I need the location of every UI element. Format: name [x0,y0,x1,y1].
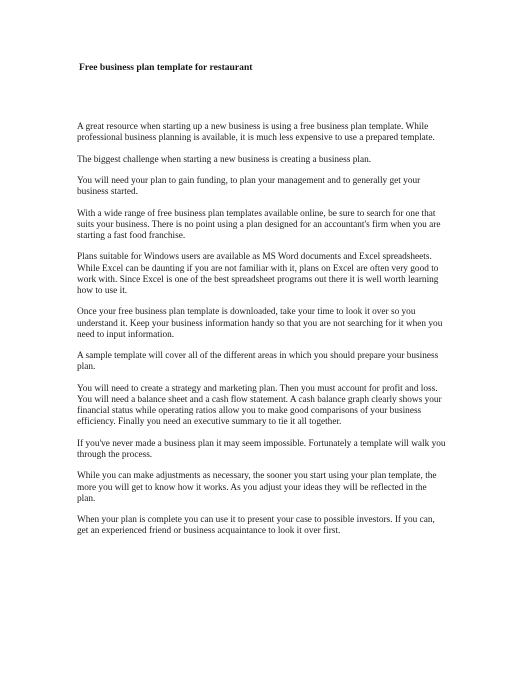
paragraph: If you've never made a business plan it may seem impossible. Fortunately a template will walk you through the process. [77,438,446,460]
document-title: Free business plan template for restaurant [79,62,253,73]
paragraph: You will need to create a strategy and marketing plan. Then you must account for profit and loss. You will need a balance sheet and a cash flow statement. A cash balance graph clearly shows your financial status while operating ratios allow you to make good comparisons of your business efficiency. Finally you need an executive summary to tie it all together. [77,383,442,428]
paragraph: You will need your plan to gain funding, to plan your management and to generally get your business started. [77,175,421,198]
paragraph: When your plan is complete you can use it to present your case to possible investors. If you can, get an experienced friend or business acquaintance to look it over first. [77,515,435,537]
paragraph: The biggest challenge when starting a new business is creating a business plan. [77,154,372,165]
paragraph: While you can make adjustments as necessary, the sooner you start using your plan template, the more you will get to know how it works. As you adjust your ideas they will be reflected in the plan. [77,471,437,504]
paragraph: Plans suitable for Windows users are available as MS Word documents and Excel spreadsheets. While Excel can be daunting if you are not familiar with it, plans on Excel are often very good to work with. Since Excel is one of the best spreadsheet programs out there it is well worth learning how to use it. [77,252,439,296]
paragraph: A great resource when starting up a new business is using a free business plan template. While professional business planning is available, it is much less expensive to use a prepared template. [77,122,435,144]
document-body [77,122,447,548]
paragraph: A sample template will cover all of the different areas in which you should prepare your business plan. [77,351,439,373]
paragraph: With a wide range of free business plan templates available online, be sure to search for one that suits your business. There is no point using a plan designed for an accountant's firm when you are starting a fast food franchise. [77,208,441,241]
paragraph: Once your free business plan template is downloaded, take your time to look it over so you understand it. Keep your business information handy so that you are not searching for it when you need to input information. [77,307,443,340]
